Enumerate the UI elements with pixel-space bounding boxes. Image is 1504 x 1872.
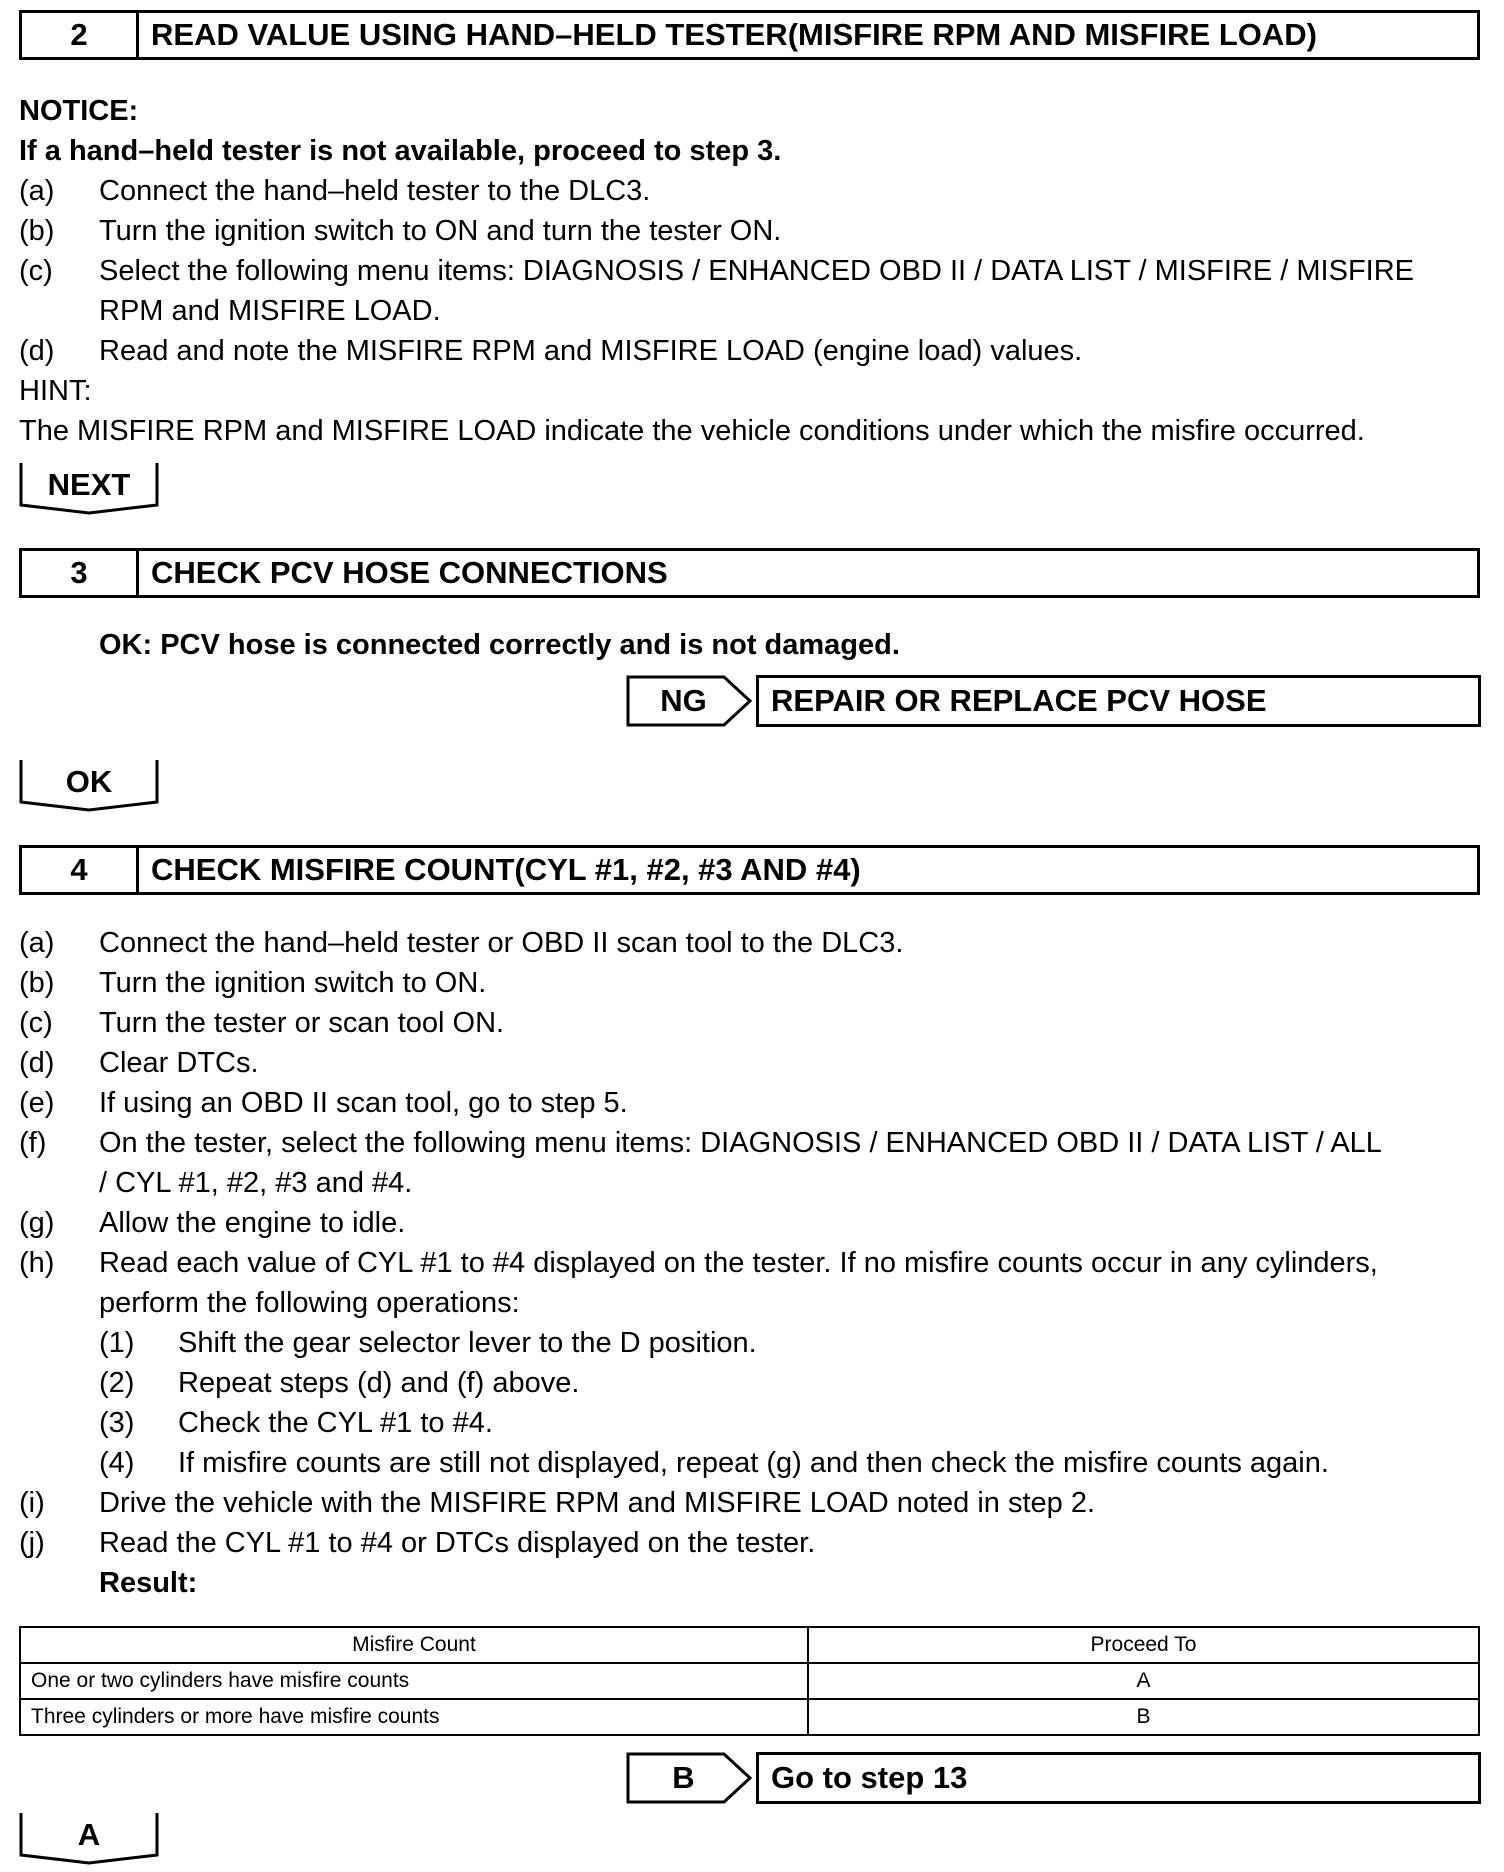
step-number: 2 bbox=[22, 13, 139, 57]
item-label: (i) bbox=[19, 1487, 45, 1519]
item-text: Read each value of CYL #1 to #4 displayed on the tester. If no misfire counts occur in any cylinders, bbox=[99, 1247, 1378, 1279]
column-header: Proceed To bbox=[808, 1627, 1479, 1663]
ng-branch bbox=[626, 675, 1481, 727]
table-cell: A bbox=[808, 1663, 1479, 1699]
result-label: Result: bbox=[99, 1567, 198, 1599]
item-text: Drive the vehicle with the MISFIRE RPM and MISFIRE LOAD noted in step 2. bbox=[99, 1487, 1096, 1519]
a-tab bbox=[19, 1813, 159, 1865]
item-label: (b) bbox=[19, 967, 55, 999]
table-row bbox=[20, 1663, 1479, 1699]
step-number: 4 bbox=[22, 848, 139, 892]
table-cell: One or two cylinders have misfire counts bbox=[20, 1663, 808, 1699]
item-text: Clear DTCs. bbox=[99, 1047, 259, 1079]
a-label: A bbox=[77, 1817, 101, 1852]
step-3-header bbox=[19, 548, 1480, 598]
item-label: (a) bbox=[19, 927, 55, 959]
subitem-label: (4) bbox=[99, 1447, 135, 1479]
column-header: Misfire Count bbox=[20, 1627, 808, 1663]
step-4-header bbox=[19, 845, 1480, 895]
item-label: (h) bbox=[19, 1247, 55, 1279]
item-text: Connect the hand–held tester to the DLC3. bbox=[99, 175, 651, 207]
subitem-label: (2) bbox=[99, 1367, 135, 1399]
item-text: Turn the tester or scan tool ON. bbox=[99, 1007, 505, 1039]
b-result: Go to step 13 bbox=[756, 1752, 1481, 1804]
item-text: On the tester, select the following menu items: DIAGNOSIS / ENHANCED OBD II / DATA LIST / ALL bbox=[99, 1127, 1382, 1159]
subitem-text: Check the CYL #1 to #4. bbox=[178, 1407, 493, 1439]
item-label: (c) bbox=[19, 1007, 53, 1039]
table-header-row bbox=[20, 1627, 1479, 1663]
step-title: READ VALUE USING HAND–HELD TESTER(MISFIRE RPM AND MISFIRE LOAD) bbox=[151, 17, 1317, 52]
item-label: (a) bbox=[19, 175, 55, 207]
subitem-label: (1) bbox=[99, 1327, 135, 1359]
item-text: Select the following menu items: DIAGNOSIS / ENHANCED OBD II / DATA LIST / MISFIRE / MISFIRE bbox=[99, 255, 1415, 287]
step-2-header bbox=[19, 10, 1480, 60]
hint-label: HINT: bbox=[19, 375, 92, 407]
table-cell: B bbox=[808, 1699, 1479, 1735]
item-text: Read the CYL #1 to #4 or DTCs displayed on the tester. bbox=[99, 1527, 816, 1559]
item-text: Connect the hand–held tester or OBD II scan tool to the DLC3. bbox=[99, 927, 904, 959]
subitem-text: If misfire counts are still not displayed, repeat (g) and then check the misfire counts again. bbox=[178, 1447, 1329, 1479]
table-cell: Three cylinders or more have misfire counts bbox=[20, 1699, 808, 1735]
step-number: 3 bbox=[22, 551, 139, 595]
item-text-continued: RPM and MISFIRE LOAD. bbox=[99, 295, 441, 327]
item-text: Read and note the MISFIRE RPM and MISFIRE LOAD (engine load) values. bbox=[99, 335, 1083, 367]
subitem-text: Repeat steps (d) and (f) above. bbox=[178, 1367, 580, 1399]
item-text-continued: perform the following operations: bbox=[99, 1287, 520, 1319]
next-tab bbox=[19, 463, 159, 515]
result-table bbox=[19, 1626, 1480, 1736]
ng-result: REPAIR OR REPLACE PCV HOSE bbox=[756, 675, 1481, 727]
item-text: Turn the ignition switch to ON and turn the tester ON. bbox=[99, 215, 782, 247]
ng-label: NG bbox=[660, 683, 707, 718]
notice-label: NOTICE: bbox=[19, 95, 139, 127]
notice-text: If a hand–held tester is not available, proceed to step 3. bbox=[19, 135, 782, 167]
item-label: (c) bbox=[19, 255, 53, 287]
item-label: (d) bbox=[19, 335, 55, 367]
subitem-text: Shift the gear selector lever to the D position. bbox=[178, 1327, 757, 1359]
ok-condition: OK: PCV hose is connected correctly and is not damaged. bbox=[99, 629, 900, 661]
item-text-continued: / CYL #1, #2, #3 and #4. bbox=[99, 1167, 413, 1199]
hint-text: The MISFIRE RPM and MISFIRE LOAD indicate the vehicle conditions under which the misfire occurred. bbox=[19, 415, 1365, 447]
b-branch bbox=[626, 1752, 1481, 1804]
item-label: (b) bbox=[19, 215, 55, 247]
item-label: (g) bbox=[19, 1207, 55, 1239]
step-title: CHECK PCV HOSE CONNECTIONS bbox=[151, 555, 668, 590]
item-text: Turn the ignition switch to ON. bbox=[99, 967, 487, 999]
item-text: If using an OBD II scan tool, go to step 5. bbox=[99, 1087, 628, 1119]
ok-label: OK bbox=[65, 764, 113, 799]
item-label: (d) bbox=[19, 1047, 55, 1079]
ok-tab bbox=[19, 760, 159, 812]
item-label: (j) bbox=[19, 1527, 45, 1559]
step-title: CHECK MISFIRE COUNT(CYL #1, #2, #3 AND #4) bbox=[151, 852, 861, 887]
item-label: (f) bbox=[19, 1127, 47, 1159]
b-label: B bbox=[672, 1760, 695, 1795]
table-row bbox=[20, 1699, 1479, 1735]
next-label: NEXT bbox=[47, 467, 131, 502]
item-label: (e) bbox=[19, 1087, 55, 1119]
item-text: Allow the engine to idle. bbox=[99, 1207, 406, 1239]
subitem-label: (3) bbox=[99, 1407, 135, 1439]
